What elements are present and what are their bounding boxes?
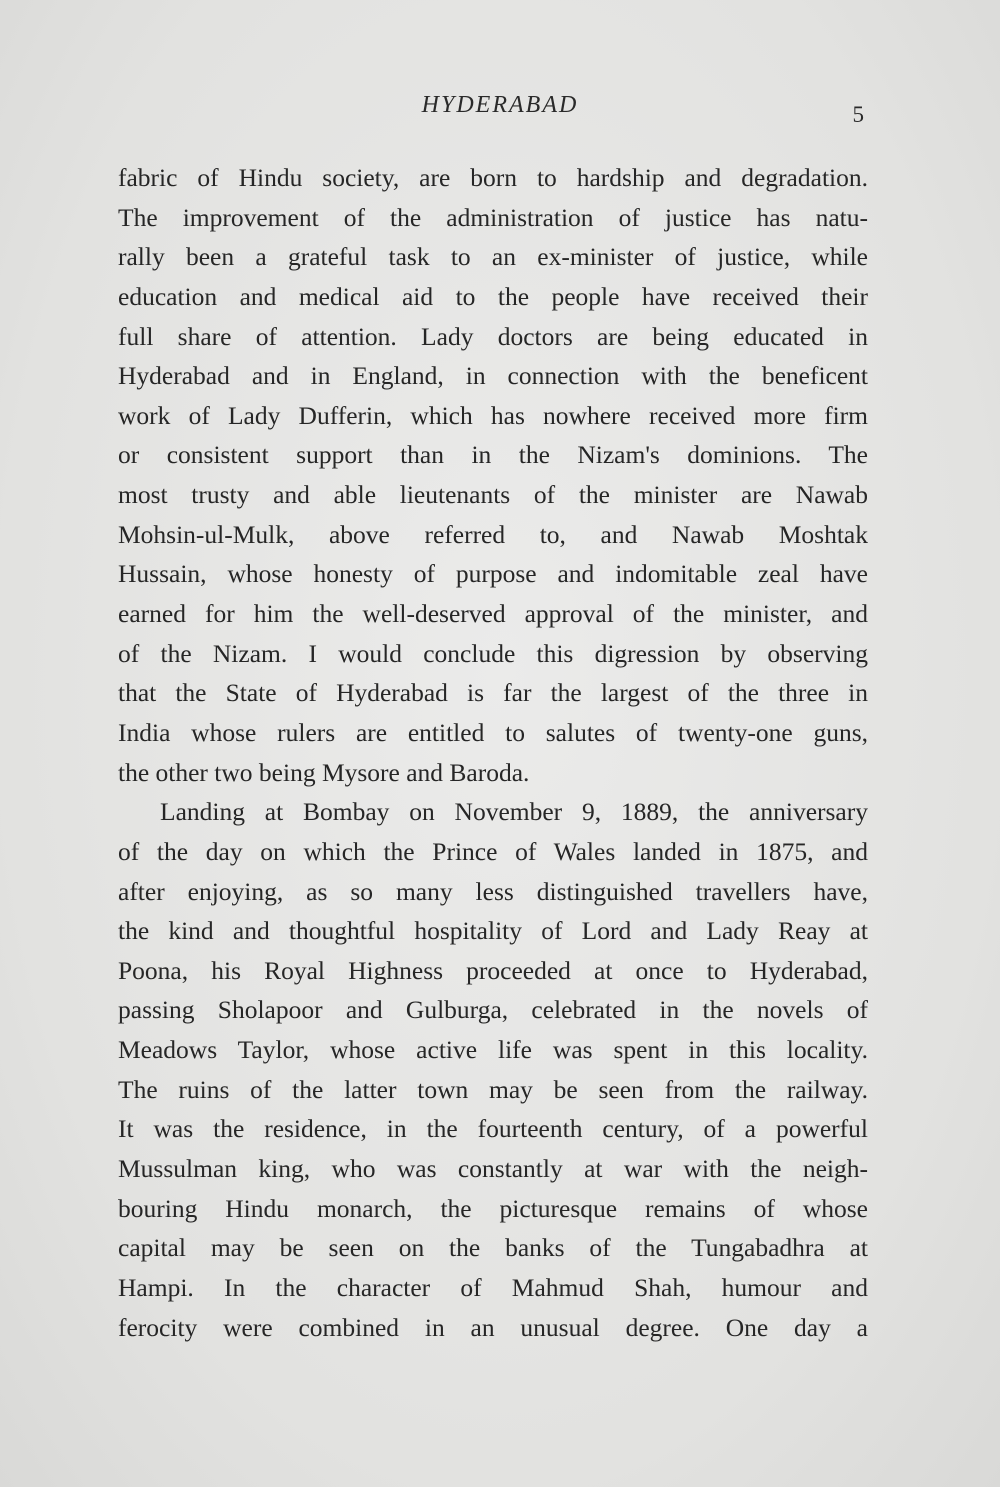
page-number: 5 [852,102,864,127]
text-line: bouring Hindu monarch, the picturesque remains of whose [118,1193,868,1223]
text-line: earned for him the well-deserved approval of the minister, and [118,599,868,629]
text-line: work of Lady Dufferin, which has nowhere received more firm [118,400,868,430]
text-line: Hampi. In the character of Mahmud Shah, humour and [118,1272,868,1302]
text-line: or consistent support than in the Nizam's dominions. The [118,440,868,470]
text-line: Meadows Taylor, whose active life was spent in this locality. [118,1035,868,1065]
text-line: most trusty and able lieutenants of the minister are Nawab [118,480,868,510]
paragraph-start-line: Landing at Bombay on November 9, 1889, the anniversary [160,797,868,827]
paragraph-end-line: the other two being Mysore and Baroda. [118,757,530,787]
text-line: It was the residence, in the fourteenth century, of a powerful [118,1114,868,1144]
text-line: India whose rulers are entitled to salutes of twenty-one guns, [118,717,868,747]
text-line: Hyderabad and in England, in connection with the beneficent [118,361,868,391]
text-line: passing Sholapoor and Gulburga, celebrated in the novels of [118,995,868,1025]
text-line: the kind and thoughtful hospitality of Lord and Lady Reay at [118,916,868,946]
text-line: of the Nizam. I would conclude this digression by observing [118,638,868,668]
running-title: HYDERABAD [421,92,579,118]
text-line: that the State of Hyderabad is far the largest of the three in [118,678,868,708]
text-line: full share of attention. Lady doctors are being educated in [118,321,868,351]
text-line: The improvement of the administration of justice has natu- [118,202,868,232]
text-line: education and medical aid to the people have received their [118,281,868,311]
body-text [118,158,868,1347]
text-line: rally been a grateful task to an ex-minister of justice, while [118,242,868,272]
text-line: Mussulman king, who was constantly at war with the neigh- [118,1154,868,1184]
text-line: capital may be seen on the banks of the Tungabadhra at [118,1233,868,1263]
text-line: The ruins of the latter town may be seen from the railway. [118,1074,868,1104]
text-line: fabric of Hindu society, are born to hardship and degradation. [118,163,868,192]
text-line: Mohsin-ul-Mulk, above referred to, and Nawab Moshtak [118,519,868,549]
text-line: ferocity were combined in an unusual degree. One day a [118,1312,868,1342]
text-line: Hussain, whose honesty of purpose and indomitable zeal have [118,559,868,589]
text-line: after enjoying, as so many less distinguished travellers have, [118,876,868,906]
running-head [0,92,1000,132]
text-line: of the day on which the Prince of Wales landed in 1875, and [118,836,868,866]
text-line: Poona, his Royal Highness proceeded at once to Hyderabad, [118,955,868,985]
